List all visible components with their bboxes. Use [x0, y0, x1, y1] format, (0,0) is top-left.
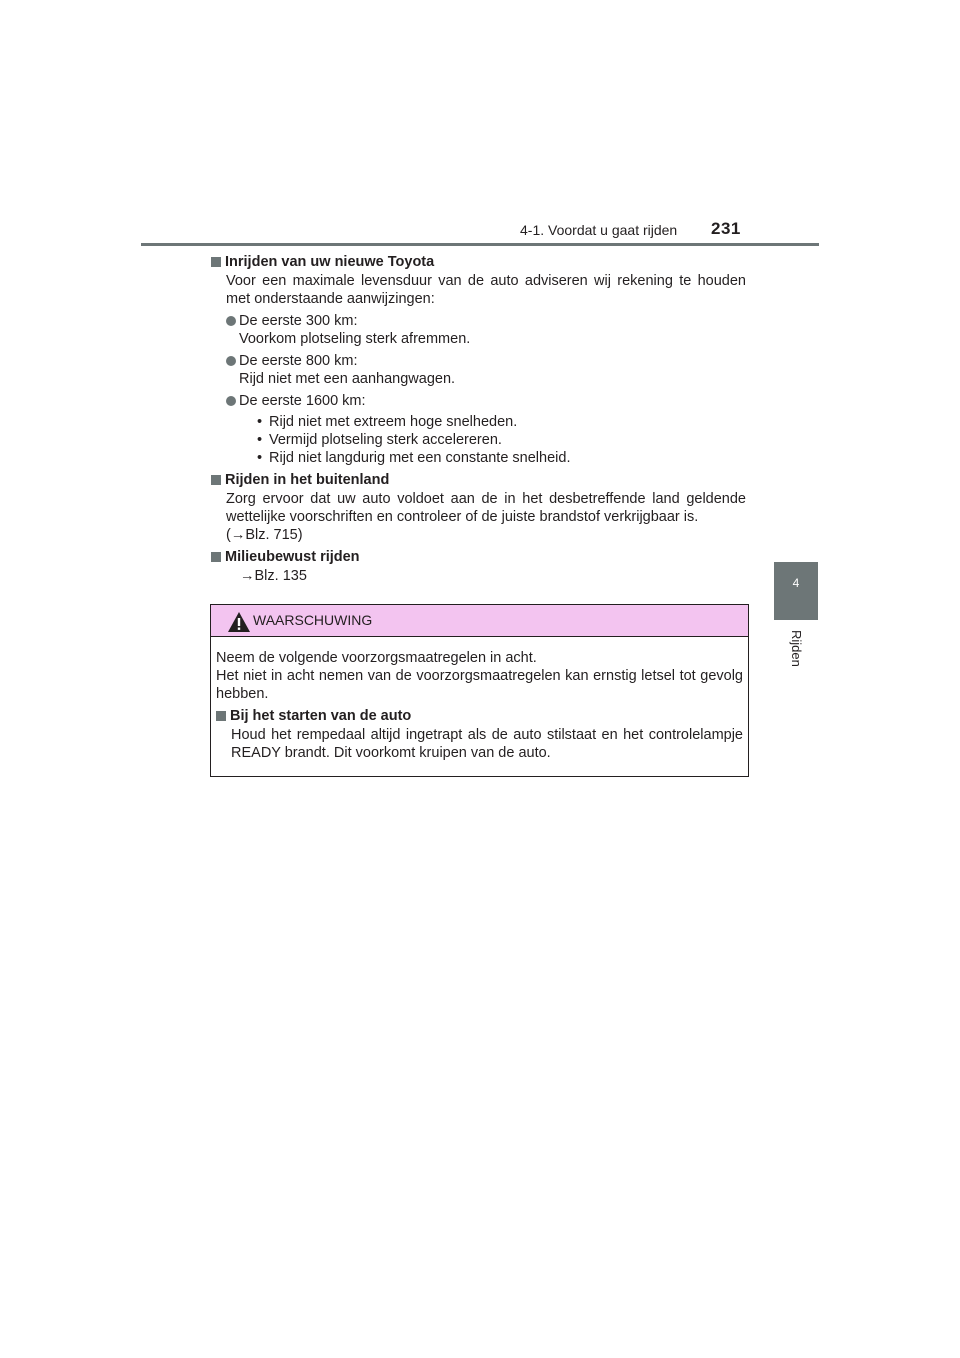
warning-sub-heading: Bij het starten van de auto: [216, 707, 743, 725]
header-section-title: 4-1. Voordat u gaat rijden: [520, 222, 678, 238]
bullet-dot-icon: [226, 356, 236, 366]
list-item: De eerste 800 km: Rijd niet met een aanhangwagen.: [226, 352, 746, 388]
header-divider: [141, 243, 819, 246]
list-item: De eerste 300 km: Voorkom plotseling sterk afremmen.: [226, 312, 746, 348]
section-square-icon: [211, 552, 221, 562]
section-square-icon: [216, 711, 226, 721]
list-item: De eerste 1600 km: • Rijd niet met extreem hoge snelheden. • Vermijd plotseling sterk accelereren. • Rijd niet langdurig met een constante snelheid.: [226, 392, 746, 467]
main-content: [211, 253, 746, 585]
sub-list-item: • Rijd niet langdurig met een constante snelheid.: [257, 449, 746, 467]
warning-title: WAARSCHUWING: [253, 612, 373, 628]
section-text-buitenland: Zorg ervoor dat uw auto voldoet aan de in het desbetreffende land geldende wettelijke voorschriften en controleer of de juiste brandstof verkrijgbaar is.: [226, 491, 746, 525]
section-intro-inrijden: Voor een maximale levensduur van de auto adviseren wij rekening te houden met onderstaande aanwijzingen:: [226, 273, 746, 307]
warning-box: [210, 604, 749, 777]
section-square-icon: [211, 257, 221, 267]
section-square-icon: [211, 475, 221, 485]
bullet-dot-icon: [226, 396, 236, 406]
warning-body: [211, 637, 748, 762]
chapter-label: [786, 630, 806, 678]
warning-line: Het niet in acht nemen van de voorzorgsmaatregelen kan ernstig letsel tot gevolg hebben.: [216, 668, 743, 702]
page-reference: →Blz. 135: [240, 568, 307, 584]
page-reference: (→Blz. 715): [226, 527, 303, 543]
warning-header: [211, 605, 748, 637]
sub-list-item: • Rijd niet met extreem hoge snelheden.: [257, 413, 746, 431]
chapter-number: 4: [792, 576, 800, 590]
sub-list: [239, 413, 746, 467]
chapter-tab: [774, 562, 818, 620]
page-number: 231: [711, 219, 741, 238]
warning-line: Neem de volgende voorzorgsmaatregelen in acht.: [216, 650, 537, 666]
sub-list-item: • Vermijd plotseling sterk accelereren.: [257, 431, 746, 449]
warning-sub-text: Houd het rempedaal altijd ingetrapt als de auto stilstaat en het controlelampje READY brandt. Dit voorkomt kruipen van de auto.: [231, 727, 743, 761]
section-heading-buitenland: Rijden in het buitenland: [211, 471, 746, 489]
section-heading-inrijden: Inrijden van uw nieuwe Toyota: [211, 253, 746, 271]
section-heading-milieu: Milieubewust rijden: [211, 548, 746, 566]
bullet-dot-icon: [226, 316, 236, 326]
chapter-label-text: Rijden: [789, 630, 804, 667]
warning-triangle-icon: [227, 611, 251, 633]
